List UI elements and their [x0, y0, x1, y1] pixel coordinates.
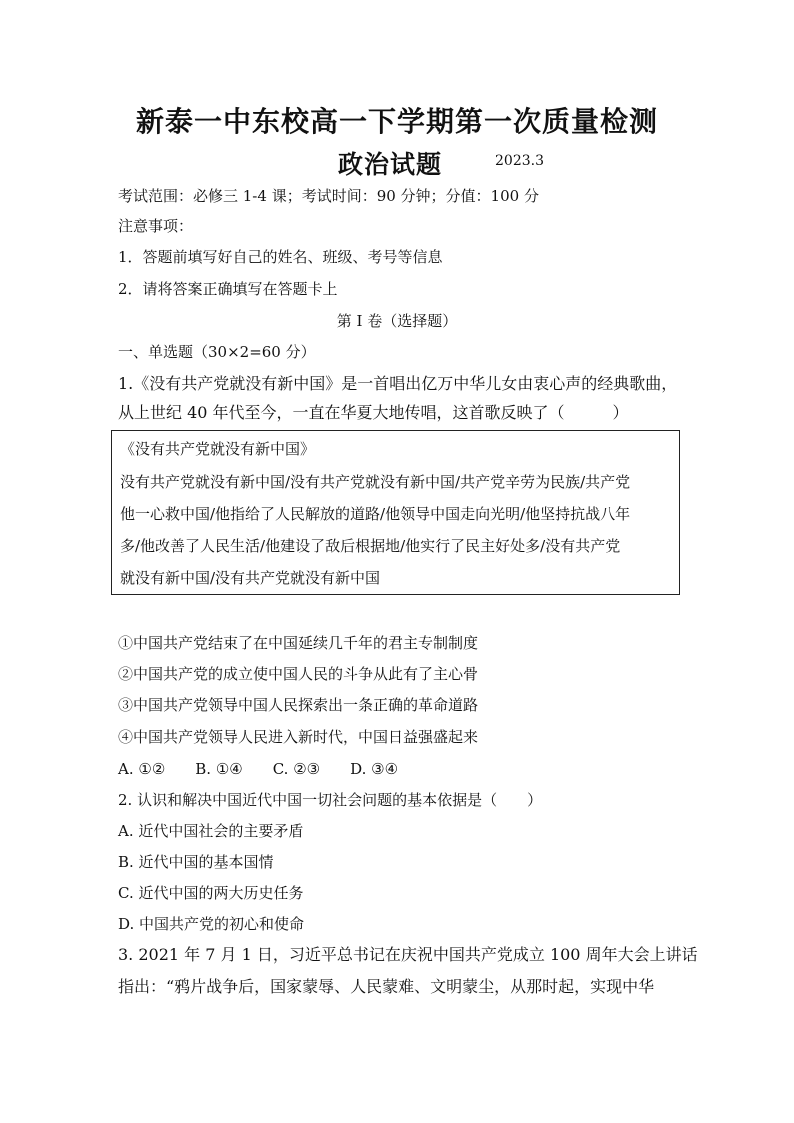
exam-info: 考试范围：必修三 1-4 课；考试时间：90 分钟；分值：100 分: [118, 187, 539, 205]
notice-item-1: 1．答题前填写好自己的姓名、班级、考号等信息: [118, 248, 443, 266]
section-heading: 一、单选题（30×2=60 分）: [118, 343, 316, 361]
notice-title: 注意事项：: [118, 217, 194, 235]
question-2-choice-c: C. 近代中国的两大历史任务: [118, 884, 304, 902]
lyrics-line-4: 就没有新中国/没有共产党就没有新中国: [120, 569, 381, 587]
subtitle-row: [0, 145, 794, 181]
question-1-stem-line-1: 1.《没有共产党就没有新中国》是一首唱出亿万中华儿女由衷心声的经典歌曲，: [118, 374, 678, 393]
question-3-stem-line-1: 3. 2021 年 7 月 1 日，习近平总书记在庆祝中国共产党成立 100 周年大会上讲话: [118, 945, 698, 964]
lyrics-line-2: 他一心救中国/他指给了人民解放的道路/他领导中国走向光明/他坚持抗战八年: [120, 505, 631, 523]
exam-date: 2023.3: [495, 153, 544, 169]
lyrics-title: 《没有共产党就没有新中国》: [120, 440, 316, 458]
question-2-stem: 2. 认识和解决中国近代中国一切社会问题的基本依据是（ ）: [118, 791, 543, 809]
question-1-option-4: ④中国共产党领导人民进入新时代，中国日益强盛起来: [118, 728, 479, 746]
question-2-choice-b: B. 近代中国的基本国情: [118, 853, 274, 871]
question-2-choice-d: D. 中国共产党的初心和使命: [118, 915, 305, 933]
question-3-stem-line-2: 指出：“鸦片战争后，国家蒙辱、人民蒙难、文明蒙尘，从那时起，实现中华: [118, 977, 655, 996]
lyrics-line-3: 多/他改善了人民生活/他建设了敌后根据地/他实行了民主好处多/没有共产党: [120, 537, 621, 555]
question-1-option-3: ③中国共产党领导中国人民探索出一条正确的革命道路: [118, 696, 479, 714]
exam-title: 新泰一中东校高一下学期第一次质量检测: [135, 105, 658, 138]
notice-item-2: 2．请将答案正确填写在答题卡上: [118, 280, 338, 298]
question-2-choice-a: A. 近代中国社会的主要矛盾: [118, 822, 304, 840]
question-1-option-1: ①中国共产党结束了在中国延续几千年的君主专制制度: [118, 634, 479, 652]
question-1-option-2: ②中国共产党的成立使中国人民的斗争从此有了主心骨: [118, 665, 479, 683]
lyrics-box: [111, 430, 680, 595]
volume-heading: 第 I 卷（选择题）: [336, 312, 458, 330]
exam-subtitle: 政治试题: [338, 150, 443, 179]
question-1-stem-line-2: 从上世纪 40 年代至今，一直在华夏大地传唱，这首歌反映了（ ）: [118, 403, 629, 422]
question-1-choices: A. ①② B. ①④ C. ②③ D. ③④: [118, 760, 399, 778]
lyrics-line-1: 没有共产党就没有新中国/没有共产党就没有新中国/共产党辛劳为民族/共产党: [120, 473, 631, 491]
